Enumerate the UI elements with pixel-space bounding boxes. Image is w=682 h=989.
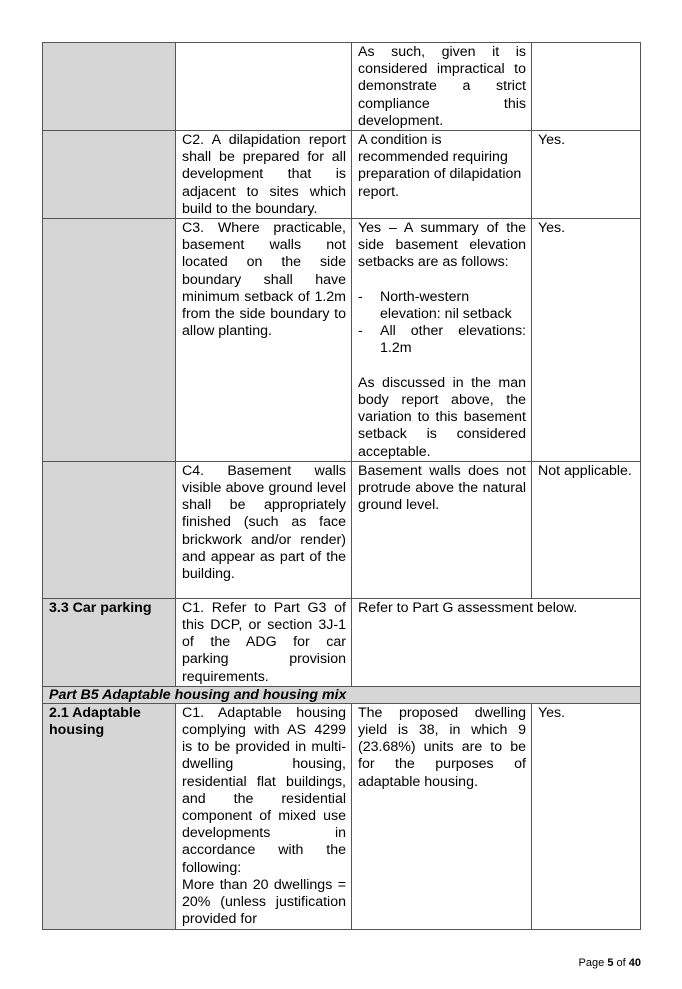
table-row (43, 219, 641, 462)
list-item (358, 323, 526, 357)
control-cell: C2. A dilapidation report shall be prepared for all development that is adjacent to sites which build to the boundary. (176, 131, 352, 219)
list-item-text: All other elevations: 1.2m (380, 323, 526, 357)
table-row (43, 598, 641, 686)
table-row (43, 43, 641, 131)
table-row (43, 686, 641, 703)
table-row (43, 703, 641, 929)
control-cell (176, 703, 352, 929)
control-cell (176, 43, 352, 131)
comment-cell: As such, given it is considered impractical to demonstrate a strict compliance this development. (352, 43, 532, 131)
list-item (358, 289, 526, 323)
bullet-dash: - (358, 323, 363, 340)
compliance-table (42, 42, 641, 930)
control-text: C1. Adaptable housing complying with AS 4299 is to be provided in multi-dwelling housing, residential flat buildings, and the residential component of mixed use developments in accordance with the following: (182, 704, 346, 876)
section-cell (43, 43, 176, 131)
table-row (43, 461, 641, 598)
part-heading: Part B5 Adaptable housing and housing mix (43, 686, 641, 703)
comment-conclusion: As discussed in the man body report above, the variation to this basement setback is considered acceptable. (358, 374, 526, 460)
control-cell: C4. Basement walls visible above ground level shall be appropriately finished (such as face brickwork and/or render) and appear as part of the building. (176, 461, 352, 598)
page-of: of (616, 957, 626, 969)
page-number: 5 (607, 957, 614, 969)
setback-list (358, 289, 526, 358)
comment-cell: Refer to Part G assessment below. (352, 598, 641, 686)
page-label: Page (578, 957, 605, 969)
compliance-cell: Not applicable. (532, 461, 641, 598)
page-total: 40 (628, 957, 641, 969)
compliance-cell: Yes. (532, 131, 641, 219)
comment-cell: Basement walls does not protrude above the natural ground level. (352, 461, 532, 598)
comment-cell: A condition is recommended requiring preparation of dilapidation report. (352, 131, 532, 219)
comment-cell: The proposed dwelling yield is 38, in which 9 (23.68%) units are to be for the purposes of adaptable housing. (352, 703, 532, 929)
comment-cell (352, 219, 532, 462)
section-cell (43, 219, 176, 462)
section-title: 3.3 Car parking (43, 598, 176, 686)
control-cell: C1. Refer to Part G3 of this DCP, or section 3J-1 of the ADG for car parking provision requirements. (176, 598, 352, 686)
comment-intro: Yes – A summary of the side basement elevation setbacks are as follows: (358, 220, 526, 271)
compliance-cell (532, 43, 641, 131)
bullet-dash: - (358, 288, 363, 305)
section-title: 2.1 Adaptable housing (43, 703, 176, 929)
control-cell: C3. Where practicable, basement walls not located on the side boundary shall have minimum setback of 1.2m from the side boundary to allow planting. (176, 219, 352, 462)
compliance-cell: Yes. (532, 703, 641, 929)
compliance-cell: Yes. (532, 219, 641, 462)
list-item-text: North-western elevation: nil setback (380, 288, 512, 323)
section-cell (43, 461, 176, 598)
control-text-extra: More than 20 dwellings = 20% (unless justification provided for (182, 876, 346, 928)
table-row (43, 131, 641, 219)
section-cell (43, 131, 176, 219)
page-footer (579, 957, 641, 969)
